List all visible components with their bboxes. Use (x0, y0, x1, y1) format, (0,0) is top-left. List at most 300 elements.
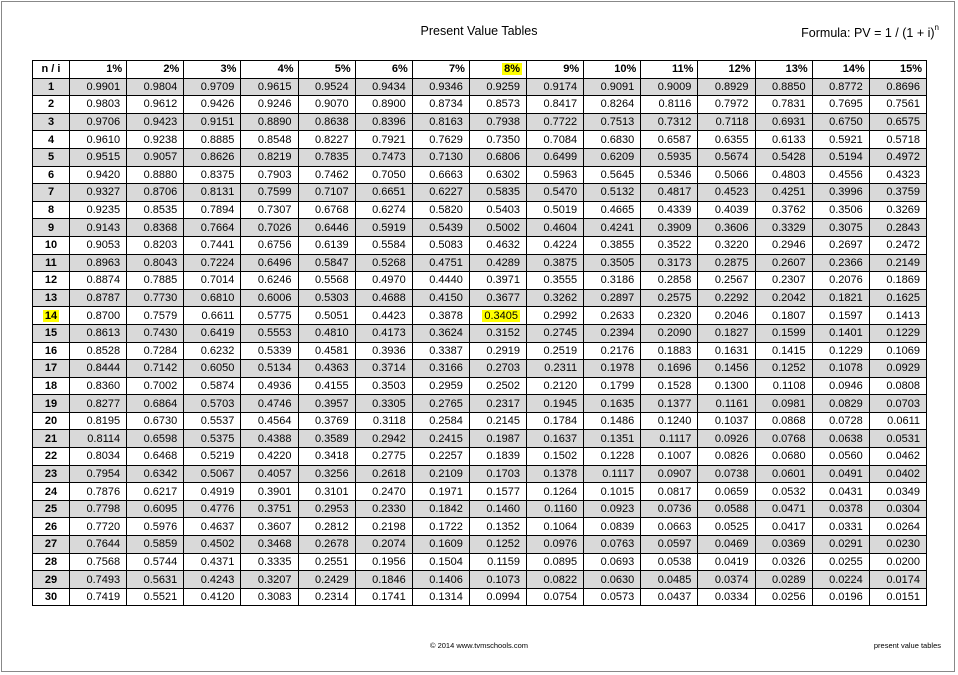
header-period-rate: n / i (33, 61, 70, 79)
pv-cell: 0.1073 (469, 571, 526, 589)
pv-cell: 0.7722 (527, 113, 584, 131)
pv-cell: 0.7312 (641, 113, 698, 131)
pv-cell: 0.8900 (355, 96, 412, 114)
pv-cell: 0.1159 (469, 553, 526, 571)
pv-cell: 0.8195 (70, 412, 127, 430)
pv-cell: 0.6756 (241, 236, 298, 254)
pv-cell: 0.4339 (641, 201, 698, 219)
period-cell: 3 (33, 113, 70, 131)
pv-cell: 0.4972 (869, 148, 926, 166)
pv-cell: 0.3878 (412, 307, 469, 325)
pv-cell: 0.1377 (641, 395, 698, 413)
pv-cell: 0.0402 (869, 465, 926, 483)
pv-cell: 0.5083 (412, 236, 469, 254)
pv-cell: 0.7568 (70, 553, 127, 571)
pv-cell: 0.8528 (70, 342, 127, 360)
pv-cell: 0.5303 (298, 289, 355, 307)
pv-cell: 0.5194 (812, 148, 869, 166)
pv-cell: 0.9009 (641, 78, 698, 96)
pv-cell: 0.5919 (355, 219, 412, 237)
pv-cell: 0.0224 (812, 571, 869, 589)
pv-cell: 0.6611 (184, 307, 241, 325)
pv-cell: 0.6274 (355, 201, 412, 219)
pv-cell: 0.0763 (584, 536, 641, 554)
pv-cell: 0.1799 (584, 377, 641, 395)
period-cell: 6 (33, 166, 70, 184)
pv-cell: 0.4039 (698, 201, 755, 219)
pv-cell: 0.9423 (127, 113, 184, 131)
pv-cell: 0.8227 (298, 131, 355, 149)
pv-cell: 0.1637 (527, 430, 584, 448)
pv-cell: 0.0196 (812, 588, 869, 606)
period-cell: 16 (33, 342, 70, 360)
pv-cell: 0.5835 (469, 184, 526, 202)
pv-cell: 0.7831 (755, 96, 812, 114)
table-row (33, 536, 927, 554)
pv-cell: 0.0230 (869, 536, 926, 554)
pv-cell: 0.9610 (70, 131, 127, 149)
pv-cell: 0.0289 (755, 571, 812, 589)
pv-cell: 0.4220 (241, 448, 298, 466)
table-row (33, 500, 927, 518)
pv-cell: 0.5470 (527, 184, 584, 202)
header-rate: 2% (127, 61, 184, 79)
pv-cell: 0.1351 (584, 430, 641, 448)
pv-cell: 0.3522 (641, 236, 698, 254)
pv-cell: 0.2678 (298, 536, 355, 554)
pv-cell: 0.1117 (584, 465, 641, 483)
pv-cell: 0.3606 (698, 219, 755, 237)
pv-cell: 0.1741 (355, 588, 412, 606)
pv-cell: 0.5346 (641, 166, 698, 184)
pv-cell: 0.2415 (412, 430, 469, 448)
pv-cell: 0.5631 (127, 571, 184, 589)
pv-cell: 0.5963 (527, 166, 584, 184)
pv-cell: 0.8573 (469, 96, 526, 114)
pv-cell: 0.0471 (755, 500, 812, 518)
pv-cell: 0.0369 (755, 536, 812, 554)
pv-cell: 0.3083 (241, 588, 298, 606)
pv-cell: 0.7954 (70, 465, 127, 483)
pv-cell: 0.0868 (755, 412, 812, 430)
pv-cell: 0.0349 (869, 483, 926, 501)
pv-cell: 0.7972 (698, 96, 755, 114)
pv-cell: 0.7720 (70, 518, 127, 536)
pv-cell: 0.1502 (527, 448, 584, 466)
pv-cell: 0.6217 (127, 483, 184, 501)
pv-cell: 0.6768 (298, 201, 355, 219)
table-row (33, 184, 927, 202)
table-row (33, 465, 927, 483)
pv-cell: 0.7885 (127, 272, 184, 290)
pv-cell: 0.0946 (812, 377, 869, 395)
table-row (33, 307, 927, 325)
pv-cell: 0.6246 (241, 272, 298, 290)
table-row (33, 78, 927, 96)
pv-cell: 0.6810 (184, 289, 241, 307)
pv-cell: 0.0256 (755, 588, 812, 606)
pv-cell: 0.0573 (584, 588, 641, 606)
pv-cell: 0.5874 (184, 377, 241, 395)
pv-cell: 0.3505 (584, 254, 641, 272)
pv-cell: 0.3762 (755, 201, 812, 219)
pv-cell: 0.2330 (355, 500, 412, 518)
pv-cell: 0.7284 (127, 342, 184, 360)
period-cell: 13 (33, 289, 70, 307)
table-row (33, 289, 927, 307)
pv-cell: 0.6575 (869, 113, 926, 131)
pv-cell: 0.1161 (698, 395, 755, 413)
pv-cell: 0.1264 (527, 483, 584, 501)
formula-text: Formula: PV = 1 / (1 + i) (801, 26, 935, 40)
table-header-row (33, 61, 927, 79)
pv-cell: 0.7599 (241, 184, 298, 202)
pv-cell: 0.8444 (70, 360, 127, 378)
pv-cell: 0.5132 (584, 184, 641, 202)
pv-cell: 0.1956 (355, 553, 412, 571)
pv-cell: 0.5066 (698, 166, 755, 184)
table-row (33, 148, 927, 166)
period-cell: 27 (33, 536, 70, 554)
pv-cell: 0.7579 (127, 307, 184, 325)
pv-cell: 0.2429 (298, 571, 355, 589)
pv-cell: 0.4371 (184, 553, 241, 571)
pv-cell: 0.5002 (469, 219, 526, 237)
pv-cell: 0.7894 (184, 201, 241, 219)
table-row (33, 131, 927, 149)
pv-cell: 0.2953 (298, 500, 355, 518)
header-rate: 10% (584, 61, 641, 79)
pv-cell: 0.7350 (469, 131, 526, 149)
pv-cell: 0.5935 (641, 148, 698, 166)
table-row (33, 96, 927, 114)
pv-cell: 0.0768 (755, 430, 812, 448)
pv-cell: 0.9151 (184, 113, 241, 131)
pv-cell: 0.0378 (812, 500, 869, 518)
pv-cell: 0.7118 (698, 113, 755, 131)
header-rate: 3% (184, 61, 241, 79)
pv-cell: 0.8787 (70, 289, 127, 307)
pv-cell: 0.8277 (70, 395, 127, 413)
pv-cell: 0.4632 (469, 236, 526, 254)
pv-cell: 0.4224 (527, 236, 584, 254)
header-rate: 6% (355, 61, 412, 79)
pv-cell: 0.9426 (184, 96, 241, 114)
pv-cell: 0.2109 (412, 465, 469, 483)
table-row (33, 219, 927, 237)
pv-cell: 0.2149 (869, 254, 926, 272)
pv-cell: 0.2470 (355, 483, 412, 501)
pv-cell: 0.6499 (527, 148, 584, 166)
period-cell: 20 (33, 412, 70, 430)
pv-cell: 0.1696 (641, 360, 698, 378)
pv-cell: 0.3751 (241, 500, 298, 518)
pv-cell: 0.0531 (869, 430, 926, 448)
pv-cell: 0.3759 (869, 184, 926, 202)
pv-cell: 0.1415 (755, 342, 812, 360)
pv-cell: 0.0419 (698, 553, 755, 571)
pv-cell: 0.0469 (698, 536, 755, 554)
pv-cell: 0.6730 (127, 412, 184, 430)
pv-cell: 0.8929 (698, 78, 755, 96)
pv-cell: 0.1821 (812, 289, 869, 307)
pv-cell: 0.2257 (412, 448, 469, 466)
pv-cell: 0.8880 (127, 166, 184, 184)
pv-cell: 0.3909 (641, 219, 698, 237)
pv-cell: 0.3186 (584, 272, 641, 290)
period-cell: 11 (33, 254, 70, 272)
pv-cell: 0.2618 (355, 465, 412, 483)
pv-cell: 0.1945 (527, 395, 584, 413)
pv-cell: 0.2317 (469, 395, 526, 413)
pv-cell: 0.1037 (698, 412, 755, 430)
pv-cell: 0.7419 (70, 588, 127, 606)
pv-cell: 0.0462 (869, 448, 926, 466)
pv-cell: 0.8890 (241, 113, 298, 131)
header-rate: 5% (298, 61, 355, 79)
pv-cell: 0.6864 (127, 395, 184, 413)
pv-cell: 0.2311 (527, 360, 584, 378)
pv-cell: 0.1827 (698, 324, 755, 342)
pv-cell: 0.7107 (298, 184, 355, 202)
pv-cell: 0.3118 (355, 412, 412, 430)
pv-cell: 0.1486 (584, 412, 641, 430)
pv-cell: 0.4688 (355, 289, 412, 307)
table-row (33, 571, 927, 589)
pv-cell: 0.5051 (298, 307, 355, 325)
pv-cell: 0.7130 (412, 148, 469, 166)
pv-cell: 0.0923 (584, 500, 641, 518)
pv-cell: 0.5339 (241, 342, 298, 360)
pv-cell: 0.4810 (298, 324, 355, 342)
pv-cell: 0.8131 (184, 184, 241, 202)
table-row (33, 553, 927, 571)
pv-cell: 0.1300 (698, 377, 755, 395)
pv-cell: 0.2145 (469, 412, 526, 430)
pv-cell: 0.2366 (812, 254, 869, 272)
pv-cell: 0.3677 (469, 289, 526, 307)
pv-cell: 0.6227 (412, 184, 469, 202)
pv-cell: 0.4388 (241, 430, 298, 448)
pv-cell: 0.8219 (241, 148, 298, 166)
pv-cell: 0.3256 (298, 465, 355, 483)
pv-cell: 0.1108 (755, 377, 812, 395)
period-cell (33, 307, 70, 325)
pv-cell: 0.3418 (298, 448, 355, 466)
pv-cell: 0.2314 (298, 588, 355, 606)
period-cell: 29 (33, 571, 70, 589)
pv-cell: 0.8375 (184, 166, 241, 184)
pv-cell: 0.1117 (641, 430, 698, 448)
pv-cell: 0.3624 (412, 324, 469, 342)
pv-cell: 0.3936 (355, 342, 412, 360)
table-row (33, 113, 927, 131)
pv-cell: 0.4155 (298, 377, 355, 395)
pv-cell: 0.2575 (641, 289, 698, 307)
pv-cell: 0.2472 (869, 236, 926, 254)
pv-cell: 0.0525 (698, 518, 755, 536)
pv-cell: 0.9327 (70, 184, 127, 202)
pv-cell: 0.6651 (355, 184, 412, 202)
header-rate: 7% (412, 61, 469, 79)
pv-cell: 0.7026 (241, 219, 298, 237)
pv-cell: 0.1460 (469, 500, 526, 518)
table-row (33, 342, 927, 360)
pv-cell: 0.1869 (869, 272, 926, 290)
pv-cell: 0.9901 (70, 78, 127, 96)
pv-cell: 0.1352 (469, 518, 526, 536)
pv-cell: 0.4241 (584, 219, 641, 237)
pv-cell: 0.9803 (70, 96, 127, 114)
pv-cell: 0.5134 (241, 360, 298, 378)
pv-cell: 0.8396 (355, 113, 412, 131)
pv-cell: 0.5859 (127, 536, 184, 554)
pv-cell: 0.4243 (184, 571, 241, 589)
pv-cell: 0.0680 (755, 448, 812, 466)
pv-cell: 0.9346 (412, 78, 469, 96)
pv-cell: 0.3152 (469, 324, 526, 342)
pv-cell: 0.8638 (298, 113, 355, 131)
pv-cell: 0.6663 (412, 166, 469, 184)
pv-cell: 0.0907 (641, 465, 698, 483)
pv-cell: 0.2775 (355, 448, 412, 466)
pv-cell: 0.4120 (184, 588, 241, 606)
pv-cell: 0.0326 (755, 553, 812, 571)
pv-cell: 0.0638 (812, 430, 869, 448)
pv-cell: 0.9053 (70, 236, 127, 254)
pv-cell: 0.4564 (241, 412, 298, 430)
pv-cell: 0.8696 (869, 78, 926, 96)
pv-cell: 0.0597 (641, 536, 698, 554)
pv-cell: 0.1314 (412, 588, 469, 606)
pv-cell: 0.0822 (527, 571, 584, 589)
pv-cell: 0.9238 (127, 131, 184, 149)
pv-cell: 0.0431 (812, 483, 869, 501)
pv-cell: 0.0334 (698, 588, 755, 606)
pv-cell: 0.6419 (184, 324, 241, 342)
pv-cell: 0.7695 (812, 96, 869, 114)
pv-cell: 0.8360 (70, 377, 127, 395)
pv-cell: 0.7921 (355, 131, 412, 149)
pv-cell: 0.5921 (812, 131, 869, 149)
pv-cell: 0.0976 (527, 536, 584, 554)
pv-cell: 0.1842 (412, 500, 469, 518)
pv-cell: 0.2812 (298, 518, 355, 536)
pv-cell: 0.3855 (584, 236, 641, 254)
pv-cell: 0.3269 (869, 201, 926, 219)
pv-cell: 0.2046 (698, 307, 755, 325)
pv-cell: 0.6232 (184, 342, 241, 360)
pv-cell: 0.6006 (241, 289, 298, 307)
pv-cell: 0.2198 (355, 518, 412, 536)
pv-cell: 0.0588 (698, 500, 755, 518)
pv-cell: 0.6355 (698, 131, 755, 149)
pv-cell: 0.0659 (698, 483, 755, 501)
pv-cell: 0.9235 (70, 201, 127, 219)
pv-cell: 0.7730 (127, 289, 184, 307)
pv-cell: 0.0736 (641, 500, 698, 518)
pv-cell: 0.4604 (527, 219, 584, 237)
header-rate: 13% (755, 61, 812, 79)
page-title: Present Value Tables (420, 24, 538, 38)
pv-cell: 0.4581 (298, 342, 355, 360)
pv-cell: 0.9706 (70, 113, 127, 131)
header-rate: 12% (698, 61, 755, 79)
pv-cell: 0.5645 (584, 166, 641, 184)
pv-cell: 0.5067 (184, 465, 241, 483)
pv-cell: 0.2919 (469, 342, 526, 360)
pv-cell: 0.4776 (184, 500, 241, 518)
pv-cell: 0.0981 (755, 395, 812, 413)
highlighted-value: 0.3405 (484, 309, 518, 322)
pv-cell: 0.1228 (584, 448, 641, 466)
pv-cell: 0.0926 (698, 430, 755, 448)
pv-cell: 0.0826 (698, 448, 755, 466)
pv-cell: 0.2765 (412, 395, 469, 413)
pv-cell: 0.4363 (298, 360, 355, 378)
pv-cell: 0.7142 (127, 360, 184, 378)
pv-cell: 0.8417 (527, 96, 584, 114)
pv-cell: 0.5718 (869, 131, 926, 149)
pv-cell: 0.0728 (812, 412, 869, 430)
pv-cell: 0.6139 (298, 236, 355, 254)
header-rate: 9% (527, 61, 584, 79)
pv-cell: 0.7644 (70, 536, 127, 554)
pv-cell: 0.1240 (641, 412, 698, 430)
pv-cell: 0.5019 (527, 201, 584, 219)
pv-cell: 0.5674 (698, 148, 755, 166)
pv-cell: 0.9070 (298, 96, 355, 114)
pv-cell: 0.9709 (184, 78, 241, 96)
period-cell: 26 (33, 518, 70, 536)
pv-cell: 0.4817 (641, 184, 698, 202)
pv-cell: 0.1078 (812, 360, 869, 378)
pv-cell: 0.3996 (812, 184, 869, 202)
pv-cell: 0.5439 (412, 219, 469, 237)
pv-cell: 0.6468 (127, 448, 184, 466)
pv-cell: 0.5584 (355, 236, 412, 254)
table-row (33, 588, 927, 606)
pv-cell: 0.2292 (698, 289, 755, 307)
pv-cell: 0.9612 (127, 96, 184, 114)
pv-cell: 0.7938 (469, 113, 526, 131)
pv-cell: 0.1703 (469, 465, 526, 483)
pv-cell: 0.2120 (527, 377, 584, 395)
pv-cell: 0.0560 (812, 448, 869, 466)
pv-cell: 0.5820 (412, 201, 469, 219)
pv-cell: 0.4440 (412, 272, 469, 290)
pv-cell: 0.5744 (127, 553, 184, 571)
period-cell: 10 (33, 236, 70, 254)
table-row (33, 395, 927, 413)
pv-cell: 0.6446 (298, 219, 355, 237)
period-cell: 4 (33, 131, 70, 149)
pv-cell: 0.3607 (241, 518, 298, 536)
pv-cell: 0.7876 (70, 483, 127, 501)
header-rate: 11% (641, 61, 698, 79)
pv-cell: 0.7513 (584, 113, 641, 131)
pv-cell: 0.3173 (641, 254, 698, 272)
pv-cell: 0.0374 (698, 571, 755, 589)
pv-cell: 0.8772 (812, 78, 869, 96)
pv-cell: 0.2176 (584, 342, 641, 360)
pv-cell: 0.1625 (869, 289, 926, 307)
pv-cell: 0.4289 (469, 254, 526, 272)
pv-cell: 0.9524 (298, 78, 355, 96)
pv-cell: 0.2875 (698, 254, 755, 272)
pv-cell: 0.1007 (641, 448, 698, 466)
period-cell: 17 (33, 360, 70, 378)
